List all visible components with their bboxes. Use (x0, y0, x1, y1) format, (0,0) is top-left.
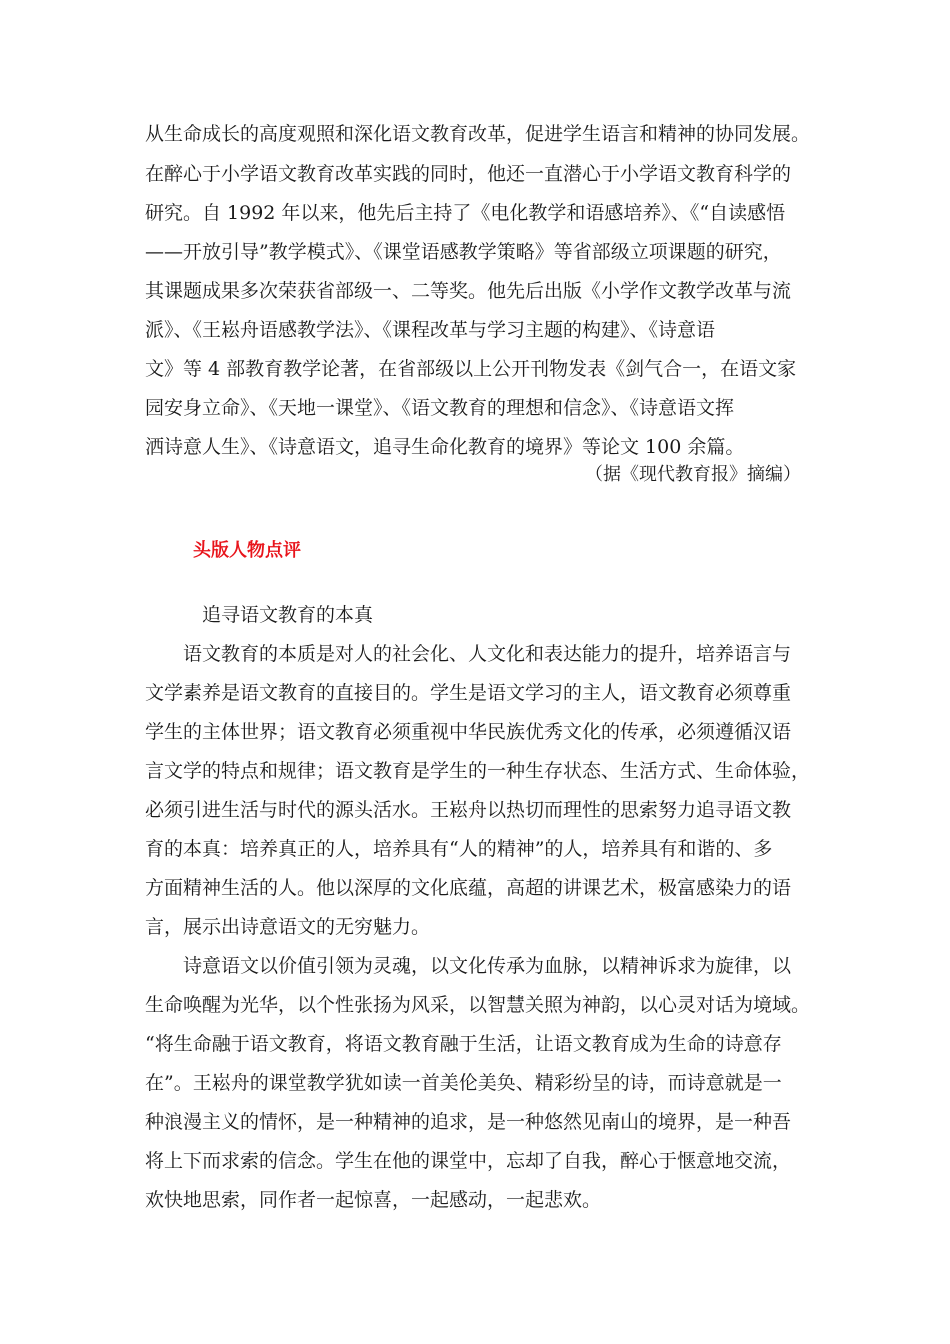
paragraph-line: 言，展示出诗意语文的无穷魅力。 (145, 916, 431, 938)
paragraph-line: 育的本真：培养真正的人，培养具有“人的精神”的人，培养具有和谐的、多 (145, 838, 773, 860)
paragraph-line: “将生命融于语文教育，将语文教育融于生活，让语文教育成为生命的诗意存 (145, 1033, 782, 1055)
intro-line: 在醉心于小学语文教育改革实践的同时，他还一直潜心于小学语文教育科学的 (145, 163, 792, 185)
paragraph-line: 语文教育的本质是对人的社会化、人文化和表达能力的提升，培养语言与 (183, 643, 792, 665)
intro-line: 研究。自 1992 年以来，他先后主持了《电化教学和语感培养》、《“自读感悟 (145, 202, 786, 224)
intro-line: 派》、《王崧舟语感教学法》、《课程改革与学习主题的构建》、《诗意语 (145, 319, 716, 341)
intro-line: 从生命成长的高度观照和深化语文教育改革，促进学生语言和精神的协同发展。 (145, 123, 811, 145)
paragraph-line: 文学素养是语文教育的直接目的。学生是语文学习的主人，语文教育必须尊重 (145, 682, 792, 704)
paragraph-line: 学生的主体世界；语文教育必须重视中华民族优秀文化的传承，必须遵循汉语 (145, 721, 792, 743)
paragraph-line: 将上下而求索的信念。学生在他的课堂中，忘却了自我，醉心于惬意地交流， (145, 1150, 792, 1172)
intro-line: 园安身立命》、《天地一课堂》、《语文教育的理想和信念》、《诗意语文挥 (145, 397, 735, 419)
paragraph-line: 方面精神生活的人。他以深厚的文化底蕴，高超的讲课艺术，极富感染力的语 (145, 877, 792, 899)
intro-line: 文》等 4 部教育教学论著，在省部级以上公开刊物发表《剑气合一，在语文家 (145, 358, 797, 380)
paragraph-line: 欢快地思索，同作者一起惊喜，一起感动，一起悲欢。 (145, 1189, 602, 1211)
paragraph-line: 诗意语文以价值引领为灵魂，以文化传承为血脉，以精神诉求为旋律，以 (183, 955, 792, 977)
intro-line: ——开放引导”教学模式》、《课堂语感教学策略》等省部级立项课题的研究， (145, 241, 782, 263)
intro-line: 其课题成果多次荣获省部级一、二等奖。他先后出版《小学作文教学改革与流 (145, 280, 792, 302)
paragraph-line: 生命唤醒为光华，以个性张扬为风采，以智慧关照为神韵，以心灵对话为境域。 (145, 994, 811, 1016)
paragraph-line: 在”。王崧舟的课堂教学犹如读一首美伦美奂、精彩纷呈的诗，而诗意就是一 (145, 1072, 782, 1094)
paragraph-line: 言文学的特点和规律；语文教育是学生的一种生存状态、生活方式、生命体验， (145, 760, 811, 782)
article-title: 追寻语文教育的本真 (202, 604, 374, 626)
section-heading: 头版人物点评 (193, 540, 301, 561)
source-citation: （据《现代教育报》摘编） (585, 464, 801, 485)
paragraph-line: 必须引进生活与时代的源头活水。王崧舟以热切而理性的思索努力追寻语文教 (145, 799, 792, 821)
paragraph-line: 种浪漫主义的情怀，是一种精神的追求，是一种悠然见南山的境界，是一种吾 (145, 1111, 792, 1133)
intro-line: 洒诗意人生》、《诗意语文，追寻生命化教育的境界》等论文 100 余篇。 (145, 436, 745, 458)
